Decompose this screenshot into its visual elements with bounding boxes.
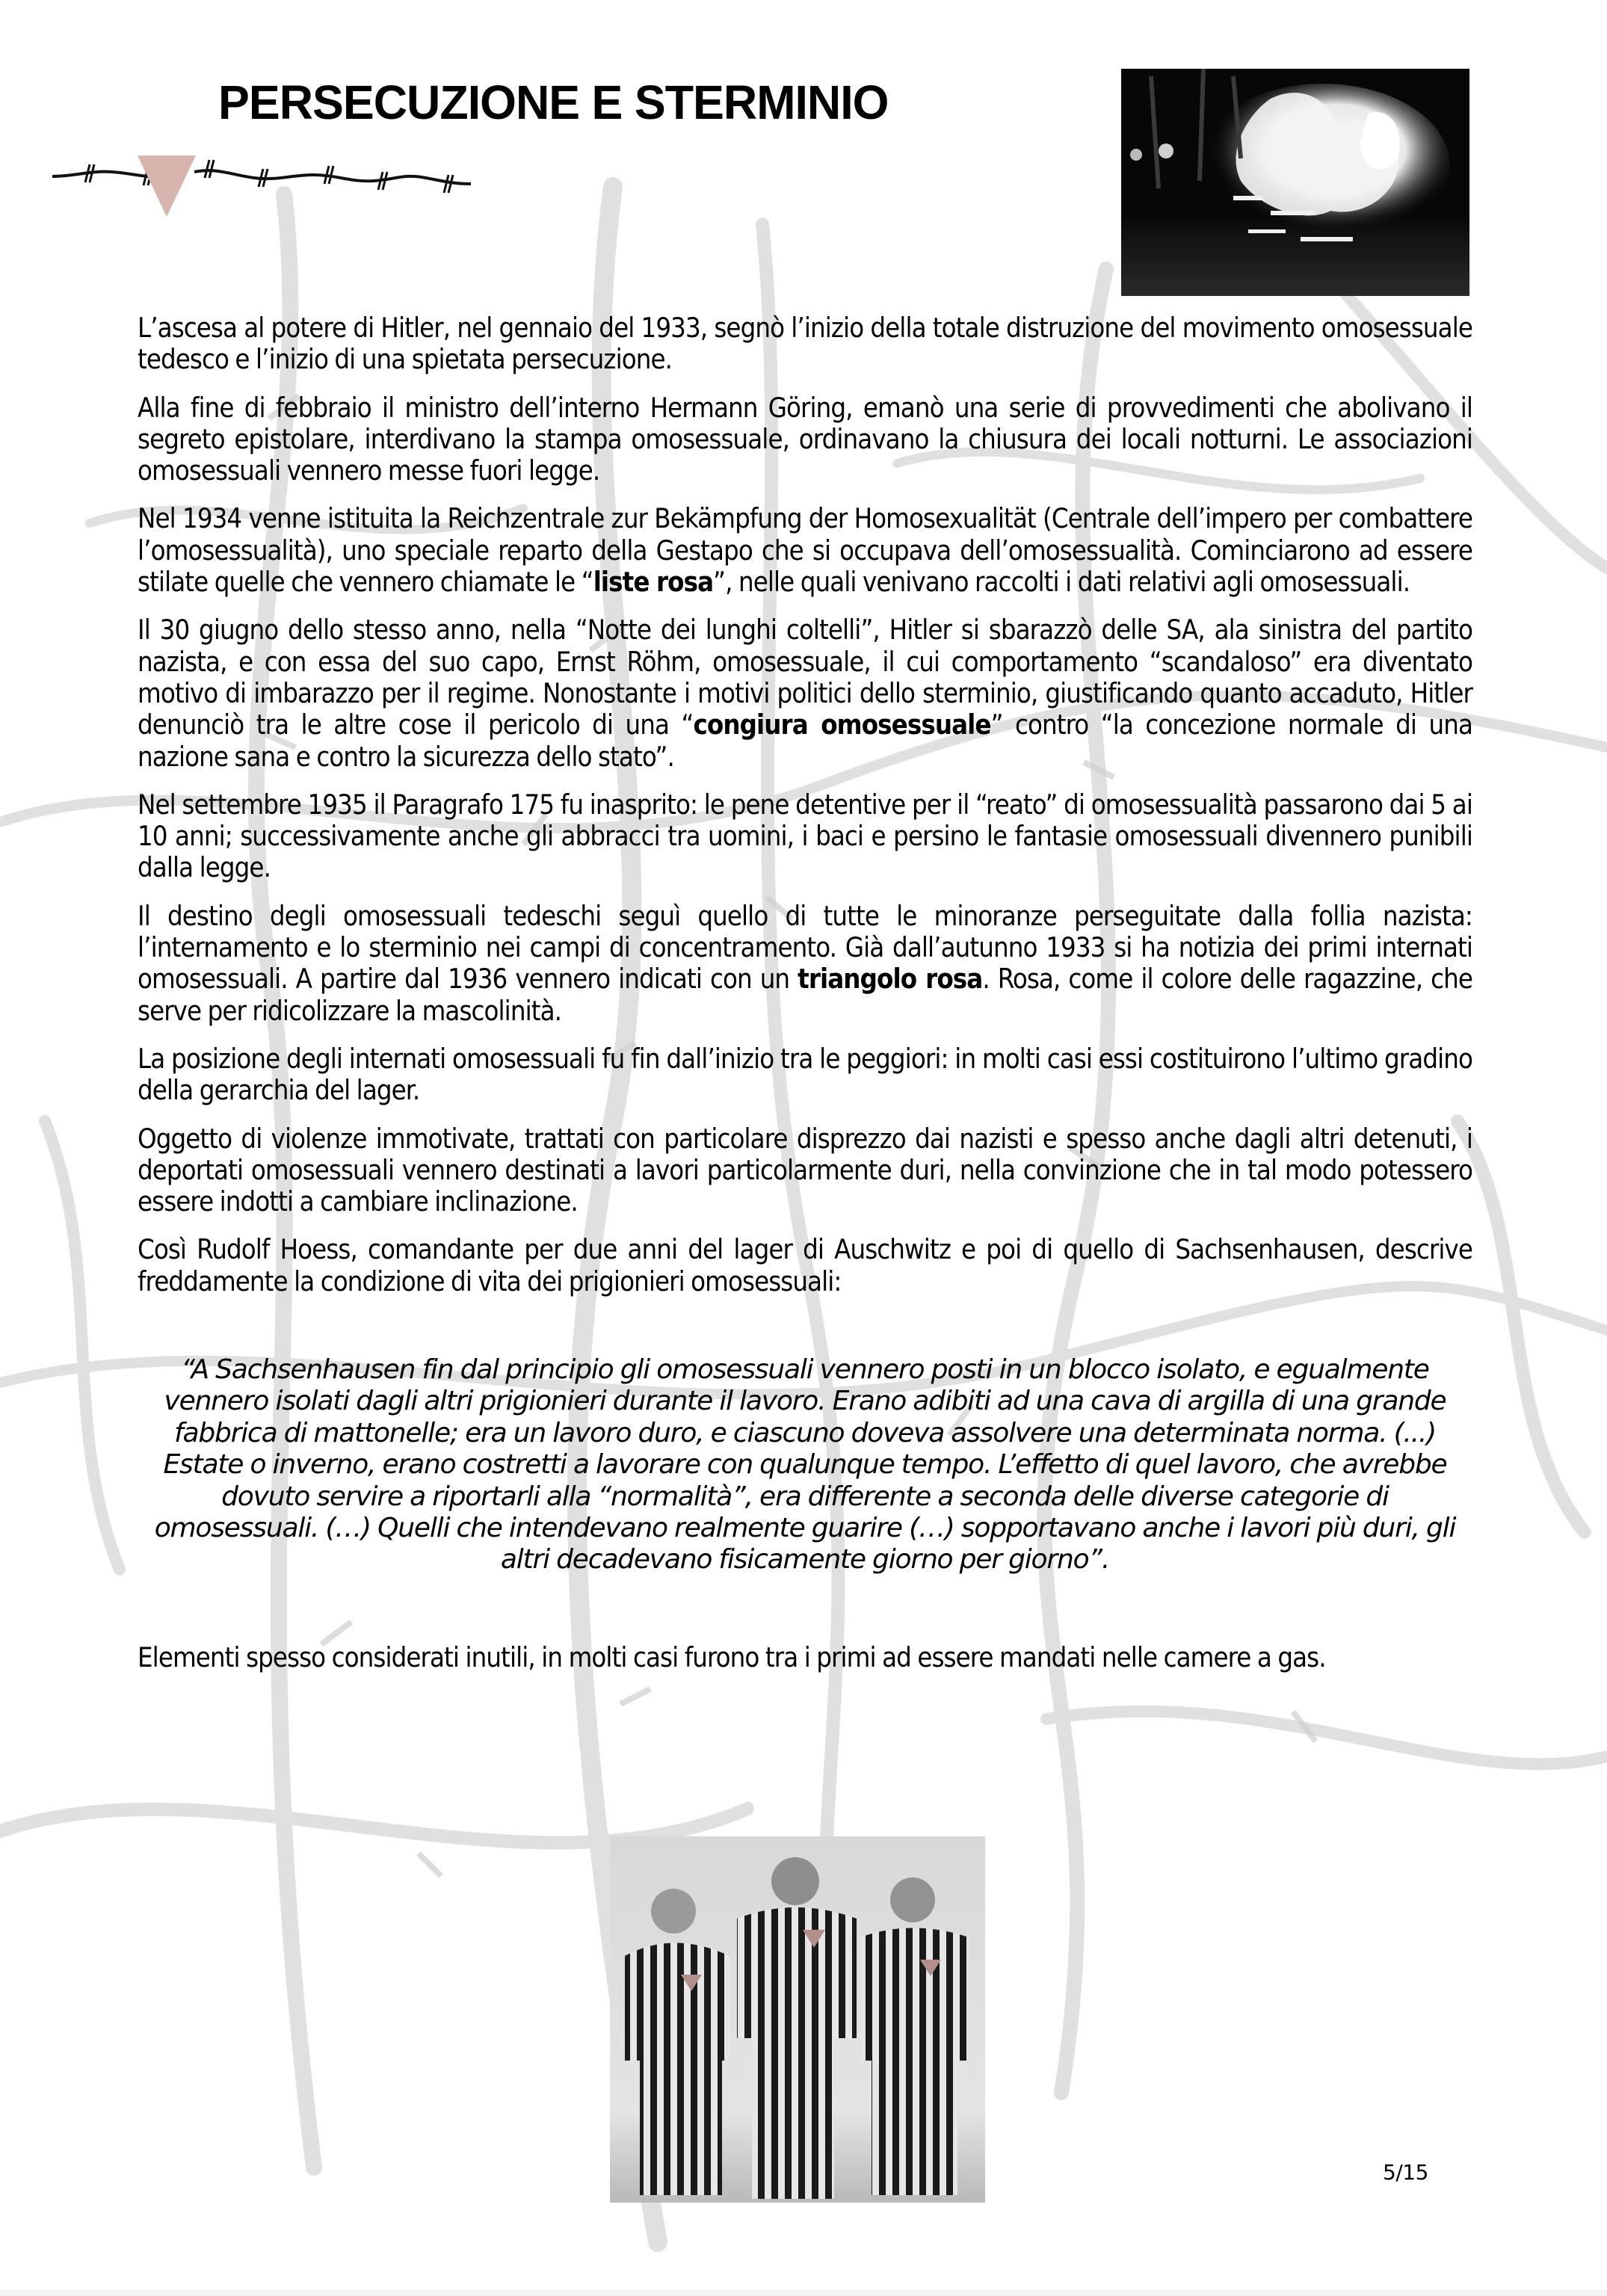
bold-liste-rosa: liste rosa <box>593 566 714 599</box>
paragraph-violence: Oggetto di violenze immotivate, trattati con particolare disprezzo dai nazisti e spesso anche dagli altri detenuti, i deportati omosessuali vennero destinati a lavori particolarmente duri, nella convinzione che in tal modo potessero essere indotti a cambiare inclinazione. <box>138 1122 1472 1218</box>
paragraph-paragraph-175: Nel settembre 1935 il Paragrafo 175 fu inasprito: le pene detentive per il “reato” di omosessualità passarono dai 5 ai 10 anni; successivamente anche gli abbracci tra uomini, i baci e persino le fantasie omosessuali divennero punibili dalla legge. <box>138 788 1472 884</box>
article-body <box>138 312 1472 1690</box>
paragraph-text: Nel 1934 venne istituita la Reichzentrale zur Bekämpfung der Homosexualität (Centrale dell’impero per combattere l’omosessualità), uno speciale reparto della Gestapo che si occupava dell’omosessualità. Cominciarono ad essere stilate quelle che vennero chiamate le “ <box>138 502 1472 599</box>
paragraph-text: . Rosa, come il colore delle ragazzine, che serve per ridicolizzare la mascolinità. <box>138 963 1472 1027</box>
barbed-wire-icon <box>52 149 516 194</box>
paragraph-text: Il 30 giugno dello stesso anno, nella “Notte dei lunghi coltelli”, Hitler si sbarazzò delle SA, ala sinistra del partito nazista, e con essa del suo capo, Ernst Röhm, omosessuale, il cui comportamento “scandaloso” era diventato motivo di imbarazzo per il regime. Nonostante i motivi politici dello sterminio, giustificando quanto accaduto, Hitler denunciò tra le altre cose il pericolo di una “ <box>138 614 1472 741</box>
paragraph-reichzentrale <box>138 503 1472 598</box>
paragraph-text: ”, nelle quali venivano raccolti i dati relativi agli omosessuali. <box>713 566 1410 599</box>
page-number: 5/15 <box>1383 2160 1428 2185</box>
paragraph-pink-triangle <box>138 901 1472 1027</box>
paragraph-text: Il destino degli omosessuali tedeschi seguì quello di tutte le minoranze perseguitate dalla follia nazista: l’internamento e lo sterminio nei campi di concentramento. Già dall’autunno 1933 si ha notizia dei primi internati omosessuali. A partire dal 1936 vennero indicati con un <box>138 899 1472 996</box>
paragraph-night-of-long-knives <box>138 614 1472 772</box>
bold-triangolo-rosa: triangolo rosa <box>798 963 983 996</box>
paragraph-hoess-intro: Così Rudolf Hoess, comandante per due anni del lager di Auschwitz e poi di quello di Sachsenhausen, descrive freddamente la condizione di vita dei prigionieri omosessuali: <box>138 1233 1472 1297</box>
paragraph-goring-measures: Alla fine di febbraio il ministro dell’interno Hermann Göring, emanò una serie di provvedimenti che abolivano il segreto epistolare, interdivano la stampa omosessuale, ordinavano la chiusura dei locali notturni. Le associazioni omosessuali vennero messe fuori legge. <box>138 391 1472 487</box>
page-title: PERSECUZIONE E STERMINIO <box>218 75 889 129</box>
paragraph-hitler-rise: L’ascesa al potere di Hitler, nel gennaio del 1933, segnò l’inizio della totale distruzione del movimento omosessuale tedesco e l’inizio di una spietata persecuzione. <box>138 312 1472 376</box>
page-bottom-edge <box>0 2290 1607 2296</box>
prisoners-photo <box>610 1836 985 2203</box>
book-burning-photo <box>1121 69 1469 296</box>
paragraph-gas-chambers: Elementi spesso considerati inutili, in molti casi furono tra i primi ad essere mandati nelle camere a gas. <box>138 1641 1326 1673</box>
paragraph-internees-position: La posizione degli internati omosessuali fu fin dall’inizio tra le peggiori: in molti casi essi costituirono l’ultimo gradino della gerarchia del lager. <box>138 1042 1472 1107</box>
bold-congiura-omosessuale: congiura omosessuale <box>693 709 991 741</box>
page-header <box>0 45 1046 194</box>
hoess-quote: “A Sachsenhausen fin dal principio gli omosessuali vennero posti in un blocco isolato, e egualmente vennero isolati dagli altri prigionieri durante il lavoro. Erano adibiti ad una cava di argilla di una grande fabbrica di mattonelle; era un lavoro duro, e ciascuno doveva assolvere una determinata norma. (...) Estate o inverno, erano costretti a lavorare con qualunque tempo. L’effetto di quel lavoro, che avrebbe dovuto servire a riportarli alla “normalità”, era differente a seconda delle diverse categorie di omosessuali. (…) Quelli che intendevano realmente guarire (…) sopportavano anche i lavori più duri, gli altri decadevano fisicamente giorno per giorno”. <box>154 1354 1456 1576</box>
pink-triangle-icon <box>138 155 196 217</box>
paragraph-text: ” contro “la concezione normale di una nazione sana e contro la sicurezza dello stato”. <box>138 709 1473 773</box>
